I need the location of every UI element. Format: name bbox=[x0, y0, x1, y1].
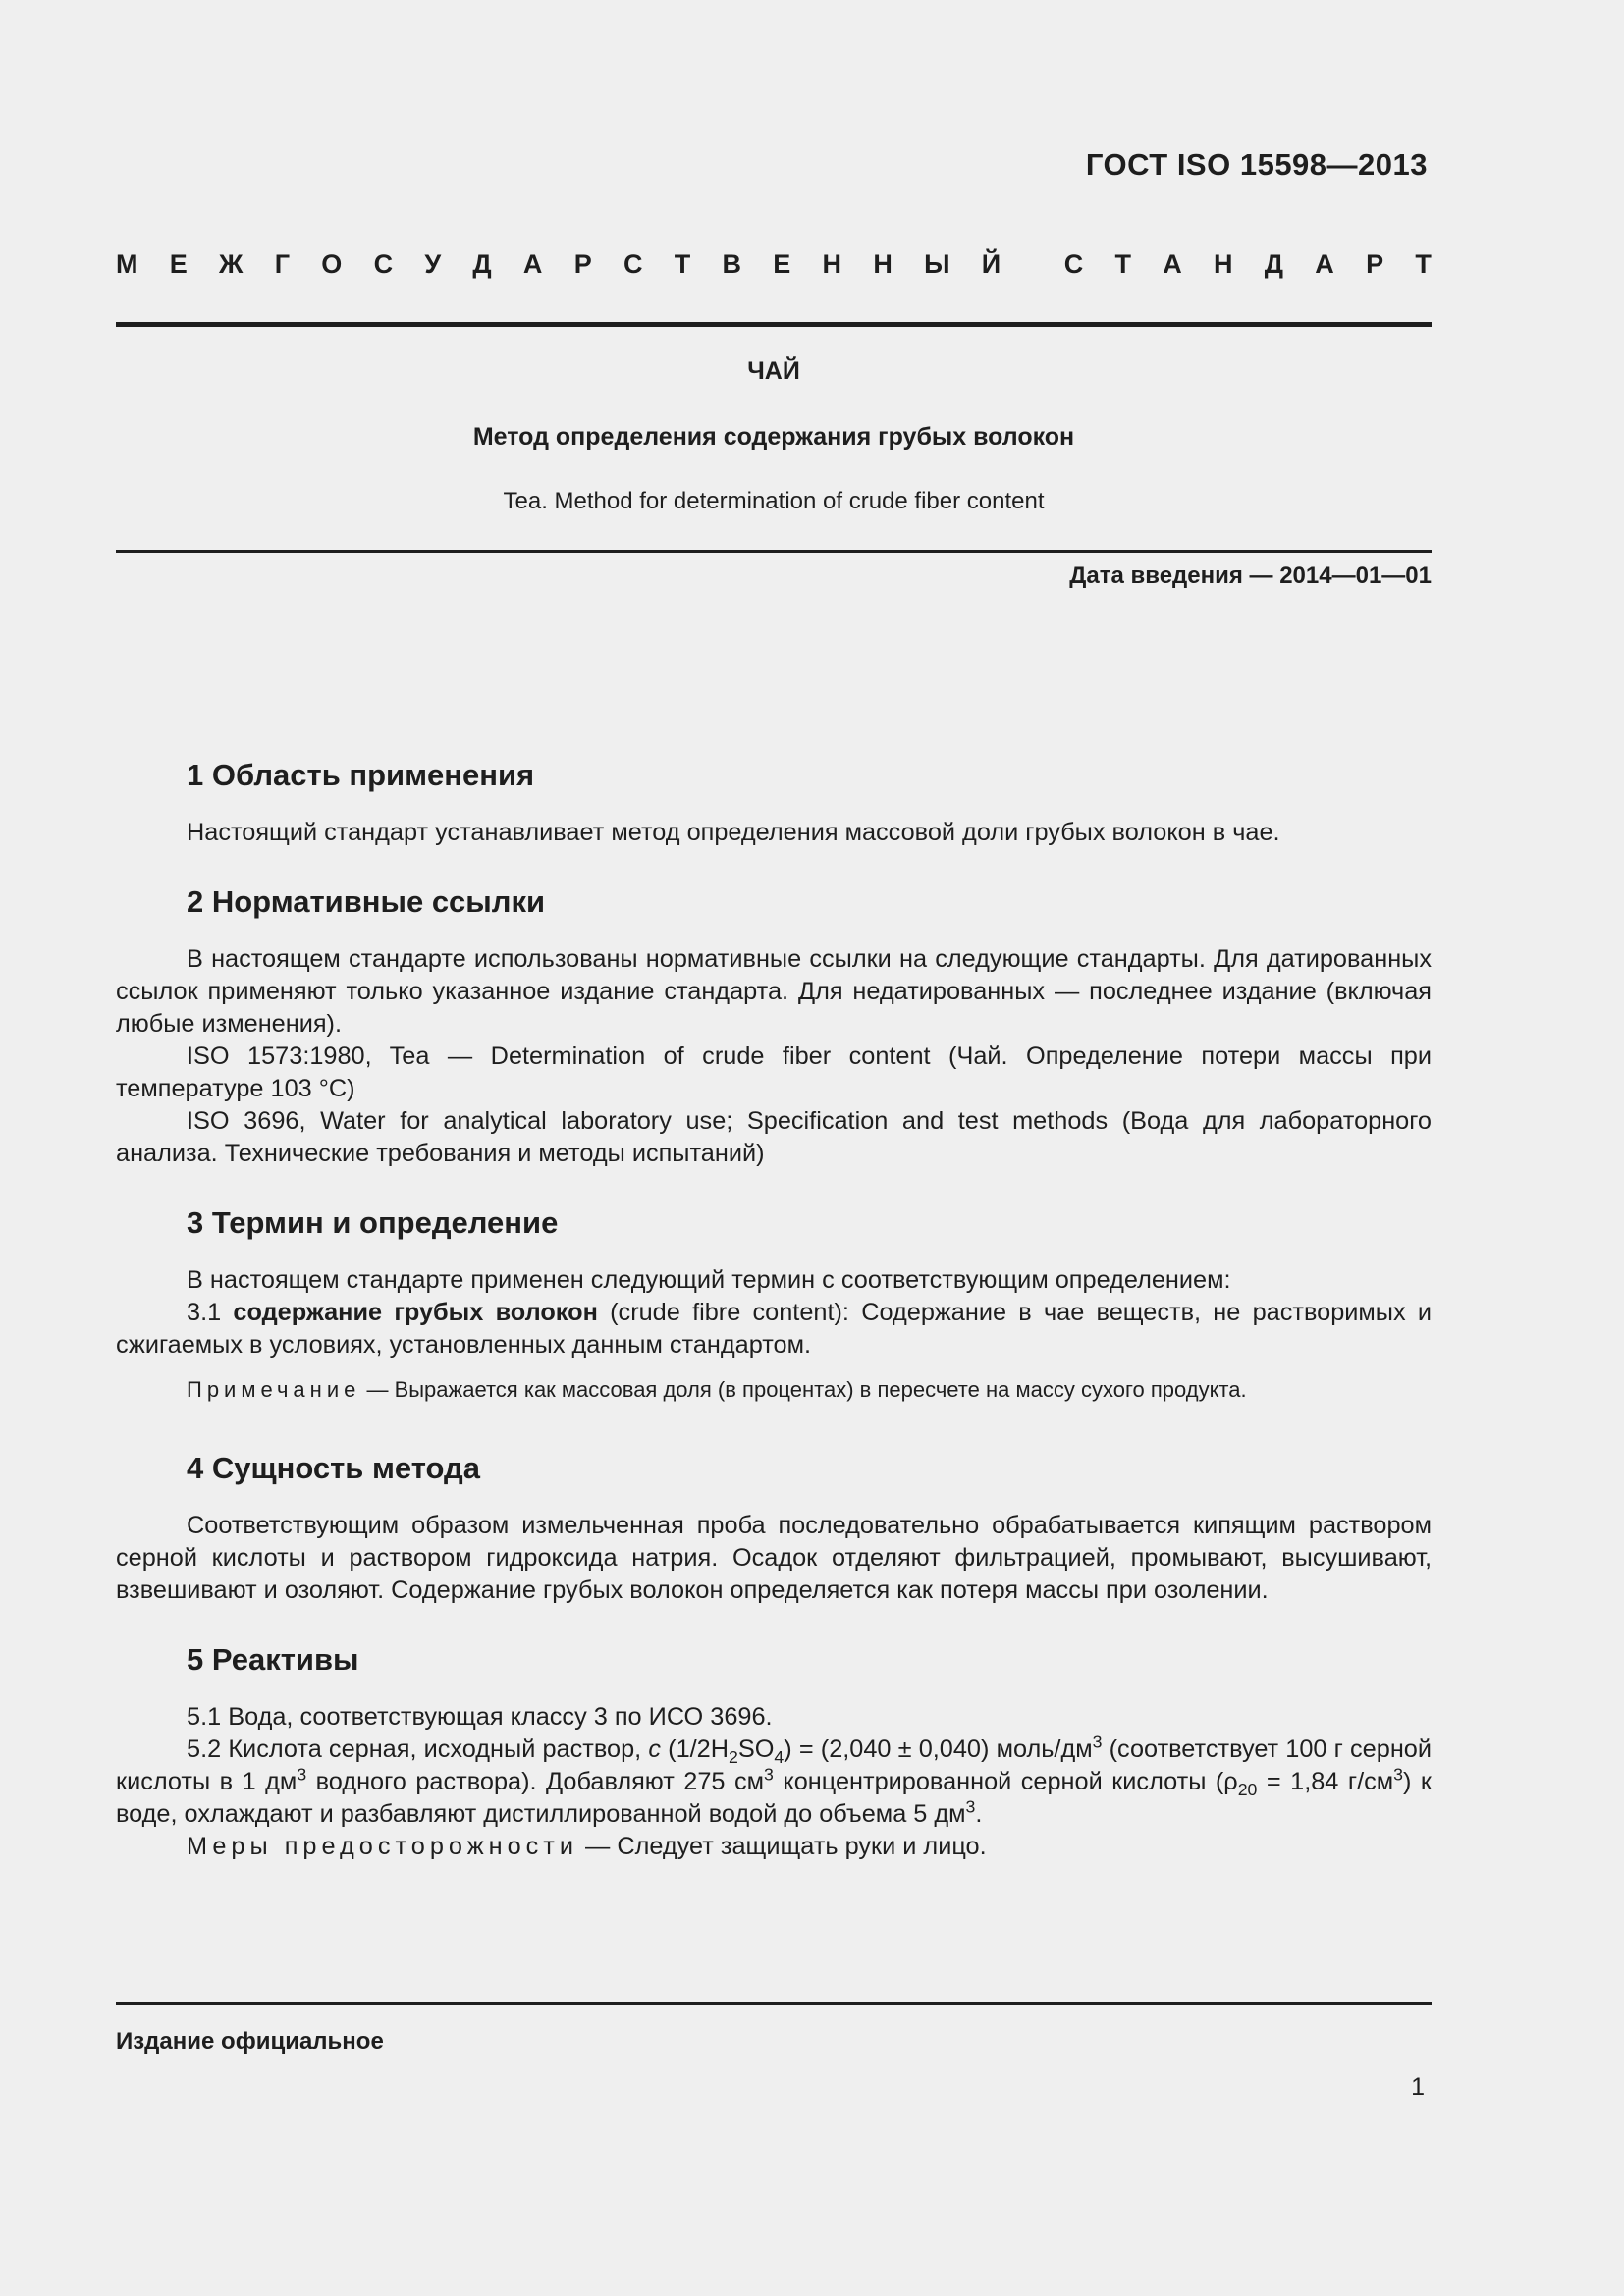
section-5-item-1: 5.1 Вода, соответствующая классу 3 по ИСО 3696. bbox=[187, 1703, 773, 1731]
standard-type-letter: А bbox=[1163, 249, 1182, 279]
section-3-heading: 3 Термин и определение bbox=[187, 1205, 559, 1240]
term-definition: (crude fibre content): Содержание в чае веществ, не растворимых и сжигаемых в условиях, установленных данным стандартом. bbox=[116, 1299, 1432, 1359]
standard-type-letter: О bbox=[321, 249, 343, 279]
standard-type-letter: С bbox=[373, 249, 394, 279]
standard-type-letter: Д bbox=[472, 249, 492, 279]
standard-type-letter: Т bbox=[1114, 249, 1131, 279]
standard-type-letter: В bbox=[722, 249, 741, 279]
header-rule bbox=[116, 322, 1432, 327]
section-4-paragraph: Соответствующим образом измельченная проба последовательно обрабатывается кипящим раствором серной кислоты и раствором гидроксида натрия. Осадок отделяют фильтрацией, промывают, высушивают, взвешивают и озоляют. Содержание грубых волокон определяется как потеря массы при озолении. bbox=[116, 1512, 1432, 1604]
page-number: 1 bbox=[1411, 2073, 1425, 2101]
introduction-date: Дата введения — 2014—01—01 bbox=[1069, 562, 1432, 589]
document-body bbox=[116, 756, 1432, 1863]
standard-type-heading bbox=[116, 249, 1432, 280]
standard-type-letter: Ж bbox=[219, 249, 244, 279]
section-1-heading: 1 Область применения bbox=[187, 758, 535, 792]
document-title-english: Tea. Method for determination of crude fiber content bbox=[503, 488, 1045, 514]
note-text: — Выражается как массовая доля (в процентах) в пересчете на массу сухого продукта. bbox=[360, 1377, 1247, 1402]
footer-rule bbox=[116, 2002, 1432, 2005]
precaution-text: — Следует защищать руки и лицо. bbox=[578, 1833, 987, 1860]
section-5-heading: 5 Реактивы bbox=[187, 1642, 359, 1677]
title-rule bbox=[116, 550, 1432, 553]
standard-type-letter: Т bbox=[1415, 249, 1432, 279]
standard-type-letter: С bbox=[1063, 249, 1084, 279]
standard-type-letter: Й bbox=[981, 249, 1001, 279]
section-3-term bbox=[116, 1297, 1432, 1362]
section-5-item-2: 5.2 Кислота серная, исходный раствор, c $(1/2H_2SO_4) = (2,040 \pm 0,040)$ моль/$дм^3$ (соответствует 100 г серной кислоты в 1 $дм^3$ водного раствора). Добавляют 275 $см^3$ концентрированной серной кислоты ($\rho_{20} = 1,84$ $г/см^3$) к воде, охлаждают и разбавляют дистиллированной водой до объема 5 $дм^3$. bbox=[116, 1732, 1432, 1828]
standard-type-letter: Н bbox=[1214, 249, 1233, 279]
term-name: содержание грубых волокон bbox=[233, 1299, 598, 1326]
standard-type-letter: Г bbox=[274, 249, 291, 279]
official-edition-label: Издание официальное bbox=[116, 2028, 384, 2055]
document-subtitle: Метод определения содержания грубых волокон bbox=[472, 423, 1075, 451]
section-2-heading: 2 Нормативные ссылки bbox=[187, 884, 546, 919]
standard-type-letter: Н bbox=[822, 249, 842, 279]
standard-type-letter: А bbox=[1315, 249, 1334, 279]
standard-type-letter: Т bbox=[674, 249, 691, 279]
section-2-reference-iso1573: ISO 1573:1980, Tea — Determination of crude fiber content (Чай. Определение потери массы при температуре 103 °С) bbox=[116, 1042, 1432, 1102]
standard-type-letter: У bbox=[424, 249, 442, 279]
note-label: Примечание bbox=[187, 1377, 361, 1402]
document-title: ЧАЙ bbox=[747, 357, 800, 385]
term-number: 3.1 bbox=[187, 1299, 234, 1326]
section-2-paragraph: В настоящем стандарте использованы нормативные ссылки на следующие стандарты. Для датированных ссылок применяют только указанное издание стандарта. Для недатированных — последнее издание (включая любые изменения). bbox=[116, 945, 1432, 1038]
section-4-heading: 4 Сущность метода bbox=[187, 1451, 480, 1485]
precaution-label: Меры предосторожности bbox=[187, 1833, 579, 1860]
standard-type-letter: Е bbox=[169, 249, 188, 279]
section-3-paragraph: В настоящем стандарте применен следующий термин с соответствующим определением: bbox=[187, 1266, 1231, 1294]
section-2-reference-iso3696: ISO 3696, Water for analytical laboratory use; Specification and test methods (Вода для лабораторного анализа. Технические требования и методы испытаний) bbox=[116, 1107, 1432, 1167]
section-3-note bbox=[116, 1373, 1432, 1406]
standard-type-letter: Н bbox=[873, 249, 893, 279]
standard-type-letter: Д bbox=[1264, 249, 1284, 279]
document-number: ГОСТ ISO 15598—2013 bbox=[1085, 147, 1428, 182]
standard-type-letter: Р bbox=[1366, 249, 1384, 279]
section-1-text: Настоящий стандарт устанавливает метод определения массовой доли грубых волокон в чае. bbox=[187, 819, 1280, 846]
standard-type-letter: Е bbox=[773, 249, 791, 279]
standard-type-letter: Р bbox=[573, 249, 592, 279]
standard-type-letter: М bbox=[116, 249, 138, 279]
section-5-precaution bbox=[116, 1831, 1432, 1863]
standard-type-letter: Ы bbox=[924, 249, 950, 279]
standard-type-letter: С bbox=[623, 249, 643, 279]
standard-type-letter: А bbox=[522, 249, 543, 279]
